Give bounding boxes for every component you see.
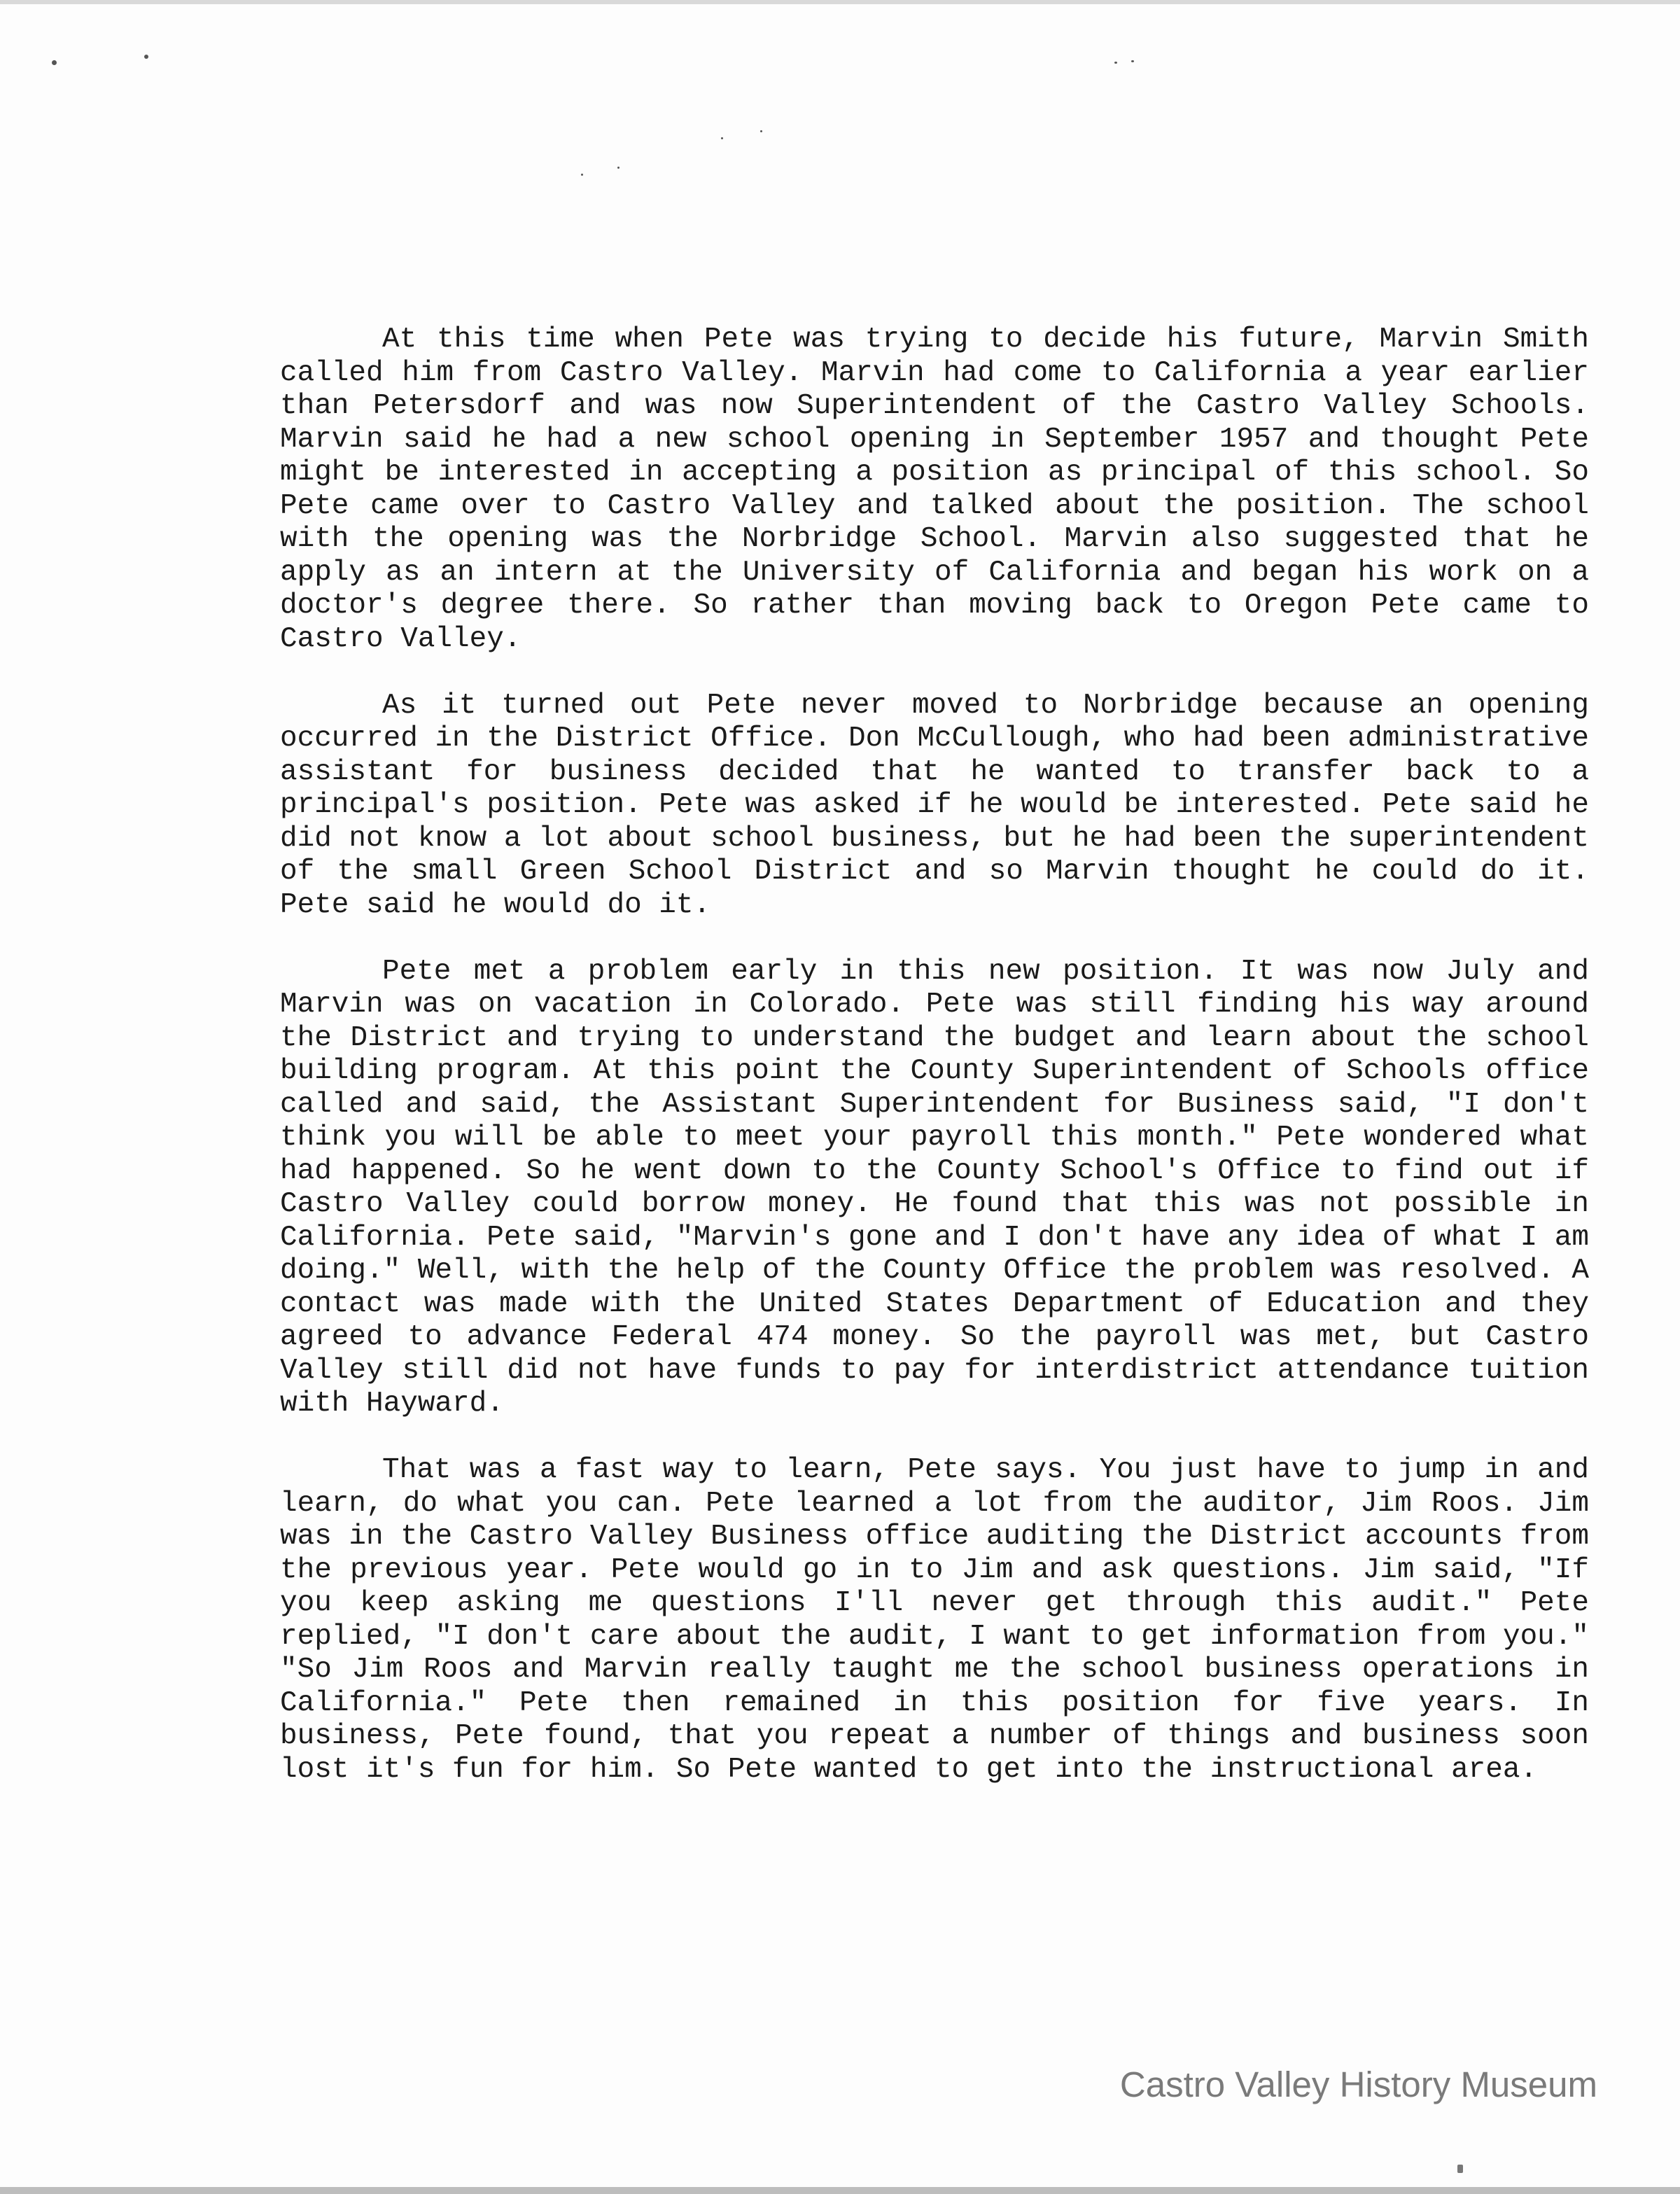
scan-speck: [721, 137, 723, 139]
paragraph: At this time when Pete was trying to decide his future, Marvin Smith called him from Castro Valley. Marvin had come to California a year earlier than Petersdorf and was now Superintendent of the Castro Valley Schools. Marvin said he had a new school opening in September 1957 and thought Pete might be interested in accepting a position as principal of this school. So Pete came over to Castro Valley and talked about the position. The school with the opening was the Norbridge School. Marvin also suggested that he apply as an intern at the University of California and began his work on a doctor's degree there. So rather than moving back to Oregon Pete came to Castro Valley.: [280, 323, 1589, 655]
scan-speck: [1114, 62, 1117, 64]
scan-speck: [1457, 2165, 1463, 2173]
scan-speck: [52, 60, 57, 65]
scan-speck: [760, 130, 762, 132]
scan-speck: [1131, 60, 1134, 62]
paragraph: As it turned out Pete never moved to Norbridge because an opening occurred in the District Office. Don McCullough, who had been administrative assistant for business decided that he wanted to transfer back to a principal's position. Pete was asked if he would be interested. Pete said he did not know a lot about school business, but he had been the superintendent of the small Green School District and so Marvin thought he could do it. Pete said he would do it.: [280, 689, 1589, 921]
scan-speck: [144, 55, 148, 59]
scan-bottom-edge: [0, 2187, 1680, 2194]
paragraph: Pete met a problem early in this new position. It was now July and Marvin was on vacation in Colorado. Pete was still finding his way around the District and trying to understand the budget and learn about the school building program. At this point the County Superintendent of Schools office called and said, the Assistant Superintendent for Business said, "I don't think you will be able to meet your payroll this month." Pete wondered what had happened. So he went down to the County School's Office to find out if Castro Valley could borrow money. He found that this was not possible in California. Pete said, "Marvin's gone and I don't have any idea of what I am doing." Well, with the help of the County Office the problem was resolved. A contact was made with the United States Department of Education and they agreed to advance Federal 474 money. So the payroll was met, but Castro Valley still did not have funds to pay for interdistrict attendance tuition with Hayward.: [280, 955, 1589, 1420]
scan-speck: [617, 167, 620, 169]
scan-top-edge: [0, 0, 1680, 4]
document-body: [280, 323, 1589, 1820]
paragraph: That was a fast way to learn, Pete says. You just have to jump in and learn, do what you can. Pete learned a lot from the auditor, Jim Roos. Jim was in the Castro Valley Business office auditing the District accounts from the previous year. Pete would go in to Jim and ask questions. Jim said, "If you keep asking me questions I'll never get through this audit." Pete replied, "I don't care about the audit, I want to get information from you." "So Jim Roos and Marvin really taught me the school business operations in California." Pete then remained in this position for five years. In business, Pete found, that you repeat a number of things and business soon lost it's fun for him. So Pete wanted to get into the instructional area.: [280, 1454, 1589, 1786]
museum-watermark: Castro Valley History Museum: [1119, 2064, 1597, 2104]
scan-speck: [581, 174, 583, 176]
